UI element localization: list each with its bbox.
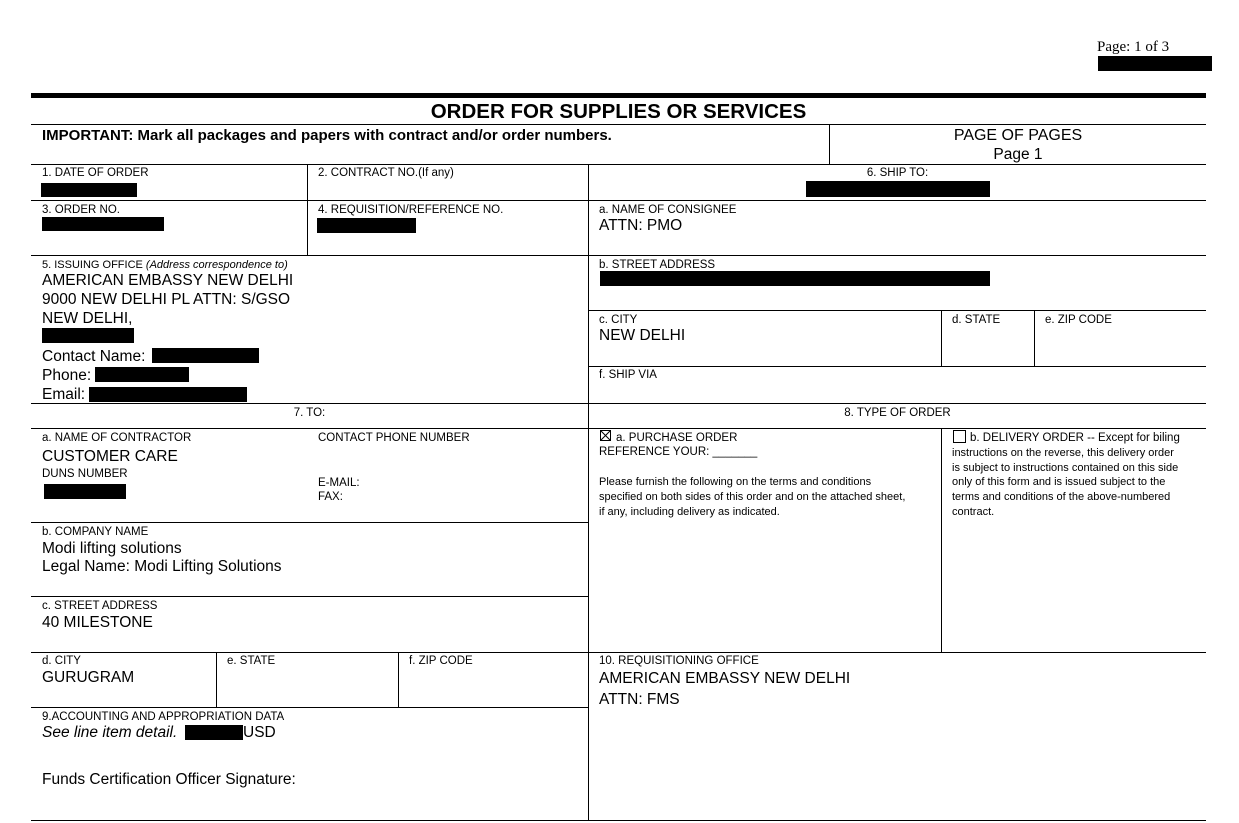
duns-label: DUNS NUMBER	[42, 468, 128, 480]
form-title: ORDER FOR SUPPLIES OR SERVICES	[430, 100, 807, 123]
currency-value: USD	[243, 724, 276, 741]
reference-your-label: REFERENCE YOUR: _______	[599, 446, 758, 458]
street-address-label: b. STREET ADDRESS	[599, 259, 716, 271]
ship-to-label: 6. SHIP TO:	[866, 167, 929, 179]
requisition-no-label: 4. REQUISITION/REFERENCE NO.	[318, 204, 504, 216]
see-line-item: See line item detail.	[42, 724, 178, 741]
contractor-city-value: GURUGRAM	[42, 669, 135, 686]
company-name-value: Modi lifting solutions	[42, 540, 182, 557]
delivery-order-checkbox[interactable]	[953, 430, 966, 443]
page-indicator: Page: 1 of 3	[1097, 39, 1170, 55]
accounting-label: 9.ACCOUNTING AND APPROPRIATION DATA	[42, 711, 285, 723]
contractor-fax-label: FAX:	[318, 491, 343, 503]
contractor-city-label: d. CITY	[42, 655, 81, 667]
redaction-block	[185, 725, 243, 740]
delivery-order-text-1: instructions on the reverse, this delivery order	[952, 447, 1174, 459]
delivery-order-text-2: is subject to instructions contained on this side	[952, 462, 1179, 474]
redaction-block	[1098, 56, 1212, 71]
purchase-order-text-2: specified on both sides of this order and on the attached sheet,	[599, 491, 906, 503]
contract-no-label: 2. CONTRACT NO.(If any)	[318, 167, 454, 179]
issuing-office-line1: AMERICAN EMBASSY NEW DELHI	[42, 272, 294, 289]
contact-phone-label: CONTACT PHONE NUMBER	[318, 432, 470, 444]
contact-name-label: Contact Name:	[42, 348, 146, 365]
purchase-order-text-3: if any, including delivery as indicated.	[599, 506, 780, 518]
contractor-zip-label: f. ZIP CODE	[409, 655, 473, 667]
important-notice: IMPORTANT: Mark all packages and papers with contract and/or order numbers.	[42, 127, 612, 144]
purchase-order-text-1: Please furnish the following on the terms and conditions	[599, 476, 872, 488]
email-label: Email:	[42, 386, 86, 403]
requisitioning-office-label: 10. REQUISITIONING OFFICE	[599, 655, 759, 667]
contractor-name-value: CUSTOMER CARE	[42, 448, 178, 465]
purchase-order-checkbox[interactable]	[600, 430, 611, 441]
contractor-email-label: E-MAIL:	[318, 477, 360, 489]
page-of-pages-label: PAGE OF PAGES	[953, 127, 1083, 144]
redaction-block	[95, 367, 189, 382]
delivery-order-text-5: contract.	[952, 506, 995, 518]
ship-city-value: NEW DELHI	[599, 327, 686, 344]
ship-via-label: f. SHIP VIA	[599, 369, 657, 381]
order-no-label: 3. ORDER NO.	[42, 204, 120, 216]
purchase-order-label: a. PURCHASE ORDER	[616, 432, 738, 444]
ship-zip-label: e. ZIP CODE	[1045, 314, 1112, 326]
date-of-order-label: 1. DATE OF ORDER	[42, 167, 149, 179]
redaction-block	[41, 183, 137, 197]
ship-state-label: d. STATE	[952, 314, 1001, 326]
contractor-street-value: 40 MILESTONE	[42, 614, 153, 631]
issuing-office-line2: 9000 NEW DELHI PL ATTN: S/GSO	[42, 291, 291, 308]
issuing-office-line3: NEW DELHI,	[42, 310, 133, 327]
contractor-street-label: c. STREET ADDRESS	[42, 600, 158, 612]
signature-label: Funds Certification Officer Signature:	[42, 771, 296, 788]
company-name-label: b. COMPANY NAME	[42, 526, 149, 538]
redaction-block	[152, 348, 259, 363]
consignee-value: ATTN: PMO	[599, 217, 683, 234]
type-of-order-label: 8. TYPE OF ORDER	[844, 407, 951, 419]
to-label: 7. TO:	[293, 407, 326, 419]
title-rule	[31, 93, 1206, 98]
redaction-block	[806, 181, 990, 197]
company-legal-name: Legal Name: Modi Lifting Solutions	[42, 558, 282, 575]
delivery-order-label: b. DELIVERY ORDER -- Except for biling	[970, 432, 1180, 444]
redaction-block	[317, 218, 416, 233]
redaction-block	[89, 387, 247, 402]
issuing-office-label: 5. ISSUING OFFICE (Address correspondence to)	[42, 259, 288, 271]
contractor-state-label: e. STATE	[227, 655, 276, 667]
requisitioning-office-value2: ATTN: FMS	[599, 691, 680, 708]
ship-city-label: c. CITY	[599, 314, 638, 326]
page-of-pages-value: Page 1	[993, 146, 1043, 163]
redaction-block	[42, 328, 134, 343]
requisitioning-office-value1: AMERICAN EMBASSY NEW DELHI	[599, 670, 851, 687]
delivery-order-text-4: terms and conditions of the above-numbered	[952, 491, 1171, 503]
redaction-block	[600, 271, 990, 286]
redaction-block	[42, 217, 164, 231]
redaction-block	[44, 484, 126, 499]
consignee-label: a. NAME OF CONSIGNEE	[599, 204, 737, 216]
delivery-order-text-3: only of this form and is issued subject to the	[952, 476, 1166, 488]
contractor-name-label: a. NAME OF CONTRACTOR	[42, 432, 192, 444]
phone-label: Phone:	[42, 367, 92, 384]
